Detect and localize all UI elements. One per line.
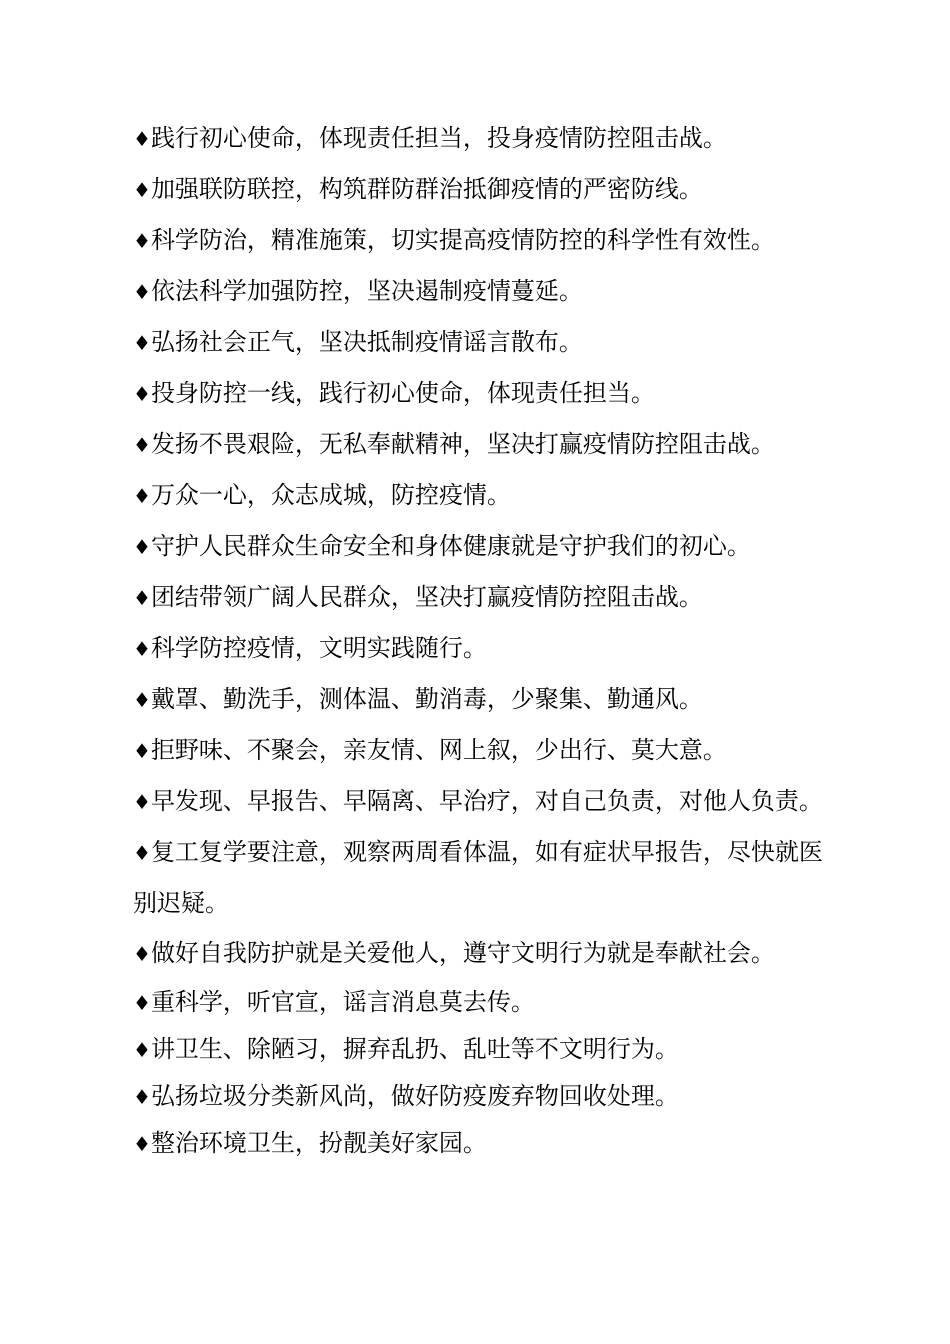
slogan-item: [133, 368, 823, 419]
diamond-bullet-icon: ♦: [133, 637, 151, 661]
slogan-item: [133, 623, 823, 674]
slogan-item: [133, 674, 823, 725]
slogan-text: 投身防控一线，践行初心使命，体现责任担当。: [150, 379, 655, 407]
slogan-item: [133, 470, 823, 521]
slogan-text: 发扬不畏艰险，无私奉献精神，坚决打赢疫情防控阻击战。: [150, 430, 775, 458]
diamond-bullet-icon: ♦: [133, 1085, 151, 1109]
slogan-text: 万众一心，众志成城，防控疫情。: [150, 481, 511, 509]
slogan-text: 科学防治，精准施策，切实提高疫情防控的科学性有效性。: [150, 226, 775, 254]
diamond-bullet-icon: ♦: [133, 127, 151, 151]
slogan-item: [133, 521, 823, 572]
slogan-text: 依法科学加强防控，坚决遏制疫情蔓延。: [150, 277, 583, 305]
slogan-text: 重科学，听官宣，谣言消息莫去传。: [150, 988, 535, 1016]
slogan-text: 早发现、早报告、早隔离、早治疗，对自己负责，对他人负责。: [150, 787, 823, 815]
slogan-item: [133, 266, 823, 317]
diamond-bullet-icon: ♦: [133, 586, 151, 610]
diamond-bullet-icon: ♦: [133, 382, 151, 406]
diamond-bullet-icon: ♦: [133, 433, 151, 457]
slogan-text: 弘扬社会正气，坚决抵制疫情谣言散布。: [150, 328, 583, 356]
diamond-bullet-icon: ♦: [133, 178, 151, 202]
slogan-text: 守护人民群众生命安全和身体健康就是守护我们的初心。: [150, 532, 751, 560]
slogan-item: [133, 317, 823, 368]
slogan-text: 复工复学要注意，观察两周看体温，如有症状早报告，尽快就医别迟疑。: [133, 838, 823, 917]
slogan-item: [133, 1120, 823, 1167]
slogan-item: [133, 725, 823, 776]
slogan-text: 团结带领广阔人民群众，坚决打赢疫情防控阻击战。: [150, 583, 703, 611]
slogan-item: [133, 928, 823, 979]
slogan-text: 弘扬垃圾分类新风尚，做好防疫废弃物回收处理。: [150, 1082, 679, 1110]
diamond-bullet-icon: ♦: [133, 229, 151, 253]
slogan-item: [133, 113, 823, 164]
slogan-item: [133, 164, 823, 215]
slogan-text: 拒野味、不聚会，亲友情、网上叙，少出行、莫大意。: [150, 736, 727, 764]
diamond-bullet-icon: ♦: [133, 739, 151, 763]
diamond-bullet-icon: ♦: [133, 942, 151, 966]
diamond-bullet-icon: ♦: [133, 1038, 151, 1062]
slogan-item: [133, 419, 823, 470]
slogan-text: 讲卫生、除陋习，摒弃乱扔、乱吐等不文明行为。: [150, 1035, 679, 1063]
slogan-item: [133, 1073, 823, 1120]
slogan-list: [133, 113, 823, 1167]
slogan-text: 戴罩、勤洗手，测体温、勤消毒，少聚集、勤通风。: [150, 685, 703, 713]
slogan-item: [133, 572, 823, 623]
slogan-item: [133, 827, 823, 928]
slogan-item: [133, 1026, 823, 1073]
diamond-bullet-icon: ♦: [133, 991, 151, 1015]
diamond-bullet-icon: ♦: [133, 688, 151, 712]
diamond-bullet-icon: ♦: [133, 331, 151, 355]
slogan-text: 做好自我防护就是关爱他人，遵守文明行为就是奉献社会。: [150, 939, 775, 967]
slogan-item: [133, 776, 823, 827]
diamond-bullet-icon: ♦: [133, 535, 151, 559]
slogan-text: 践行初心使命，体现责任担当，投身疫情防控阻击战。: [150, 124, 727, 152]
diamond-bullet-icon: ♦: [133, 484, 151, 508]
diamond-bullet-icon: ♦: [133, 790, 151, 814]
slogan-text: 整治环境卫生，扮靓美好家园。: [150, 1129, 487, 1157]
slogan-item: [133, 979, 823, 1026]
diamond-bullet-icon: ♦: [133, 280, 151, 304]
slogan-text: 科学防控疫情，文明实践随行。: [150, 634, 487, 662]
slogan-item: [133, 215, 823, 266]
slogan-text: 加强联防联控，构筑群防群治抵御疫情的严密防线。: [150, 175, 703, 203]
diamond-bullet-icon: ♦: [133, 1132, 151, 1156]
diamond-bullet-icon: ♦: [133, 841, 151, 865]
